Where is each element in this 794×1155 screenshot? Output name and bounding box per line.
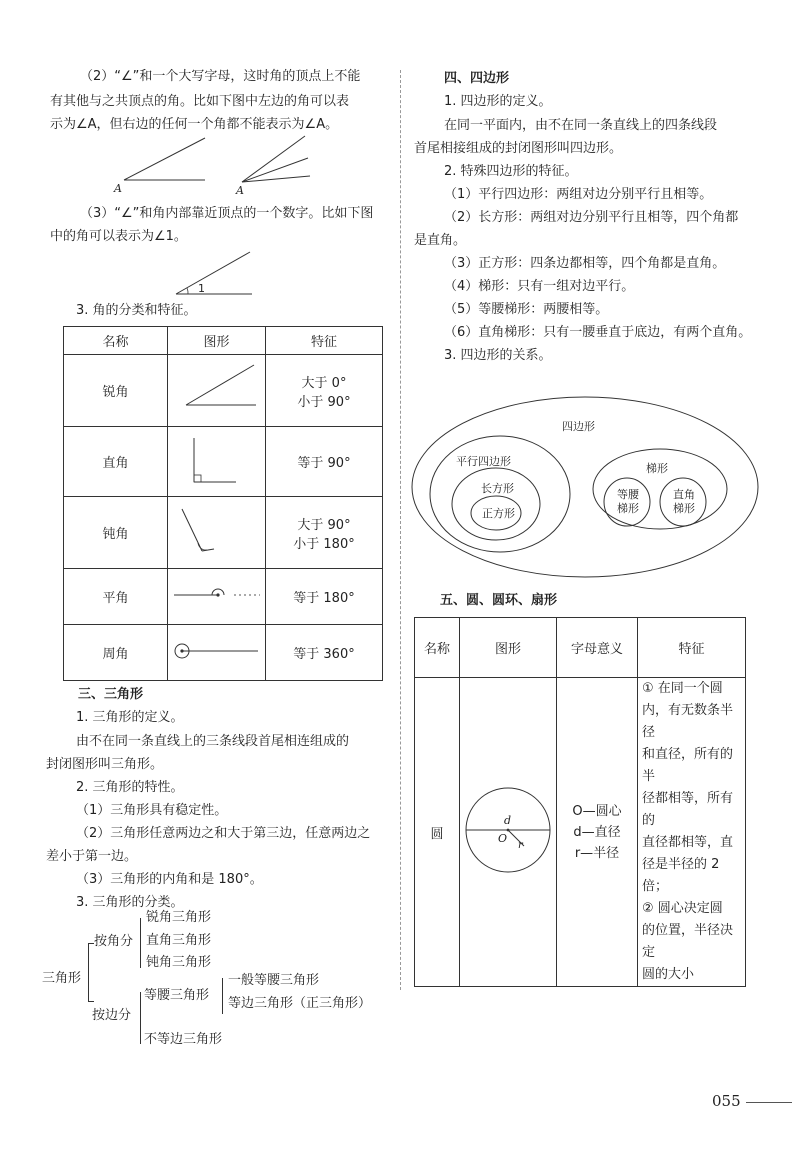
quad-def-line2: 首尾相接组成的封闭图形叫四边形。 [414,141,623,156]
angle-1-figure [168,248,258,298]
venn-label-right-trapezoid-2: 梯形 [673,502,695,515]
triangle-prop-3: （3）三角形的内角和是 180°。 [76,872,263,887]
angle-label-a-right: A [236,184,244,197]
circle-table-header-figure: 图形 [460,618,557,678]
venn-label-isosceles-trapezoid-1: 等腰 [617,488,639,501]
angle-table-feature-right: 等于 90° [266,427,383,497]
special-quad-3: （3）正方形：四条边都相等，四个角都是直角。 [444,256,726,271]
page-number-rule [746,1102,792,1103]
special-quad-2-line2: 是直角。 [414,233,467,248]
angle-table-feature-obtuse: 大于 90° 小于 180° [266,497,383,569]
angle-table-header-name: 名称 [64,327,168,355]
venn-label-quadrilateral: 四边形 [562,420,595,433]
angle-table-feature-full: 等于 360° [266,625,383,681]
circle-table-name: 圆 [415,678,460,987]
angle-table-name-right: 直角 [64,427,168,497]
tree-by-side: 按边分 [92,1008,132,1023]
triangle-prop-1: （1）三角形具有稳定性。 [76,803,228,818]
angle-label-a-left: A [114,182,122,195]
circle-table-header-letters: 字母意义 [557,618,638,678]
circle-table-header-name: 名称 [415,618,460,678]
angle-table-feature-straight: 等于 180° [266,569,383,625]
venn-label-parallelogram: 平行四边形 [456,455,511,468]
circle-figure-label-d: d [504,814,512,827]
right-angle-figure [168,427,266,497]
tree-isosceles-general: 一般等腰三角形 [228,973,320,988]
circle-figure [460,678,557,987]
tree-root: 三角形 [42,971,82,986]
angle-table-header-feature: 特征 [266,327,383,355]
para-angle-notation-2-line3: 示为∠A，但右边的任何一个角都不能表示为∠A。 [50,117,339,132]
tree-angle-obtuse: 钝角三角形 [146,955,212,970]
angle-a-figure [110,130,410,200]
circle-section-heading: 五、圆、圆环、扇形 [440,593,558,608]
special-quad-5: （5）等腰梯形：两腰相等。 [444,302,609,317]
straight-angle-figure [168,569,266,625]
special-quad-6: （6）直角梯形：只有一腰垂直于底边，有两个直角。 [444,325,752,340]
tree-angle-right: 直角三角形 [146,933,212,948]
full-angle-figure [168,625,266,681]
quad-def-line1: 在同一平面内，由不在同一条直线上的四条线段 [444,118,718,133]
venn-label-square: 正方形 [482,507,515,520]
circle-letter-meanings: O—圆心 d—直径 r—半径 [557,678,638,987]
para-angle-notation-2-line2: 有其他与之共顶点的角。比如下图中左边的角可以表 [50,94,350,109]
quad-def-heading: 1. 四边形的定义。 [444,94,552,109]
circle-table [414,617,746,987]
circle-figure-label-o: O [498,832,508,845]
tree-angle-acute: 锐角三角形 [146,910,212,925]
triangle-def-line1: 由不在同一条直线上的三条线段首尾相连组成的 [76,734,350,749]
para-angle-notation-3-line1: （3）“∠”和角内部靠近顶点的一个数字。比如下图 [80,206,374,221]
circle-table-header-feature: 特征 [638,618,746,678]
triangle-section-heading: 三、三角形 [78,687,144,702]
venn-label-rectangle: 长方形 [481,482,514,495]
quad-relation-heading: 3. 四边形的关系。 [444,348,552,363]
special-quad-2-line1: （2）长方形：两组对边分别平行且相等，四个角都 [444,210,739,225]
circle-figure-label-r: r [518,840,523,851]
tree-isosceles-equilateral: 等边三角形（正三角形） [228,996,372,1011]
angle-label-1: 1 [198,282,205,295]
tree-scalene: 不等边三角形 [144,1032,223,1047]
angle-table [63,326,383,681]
triangle-prop-2-line1: （2）三角形任意两边之和大于第三边，任意两边之 [76,826,371,841]
special-quad-4: （4）梯形：只有一组对边平行。 [444,279,635,294]
angle-table-name-full: 周角 [64,625,168,681]
triangle-def-heading: 1. 三角形的定义。 [76,710,184,725]
triangle-class-heading: 3. 三角形的分类。 [76,895,184,910]
angle-table-feature-acute: 大于 0° 小于 90° [266,355,383,427]
venn-label-trapezoid: 梯形 [646,462,668,475]
obtuse-angle-figure [168,497,266,569]
angle-table-name-straight: 平角 [64,569,168,625]
angle-table-name-acute: 锐角 [64,355,168,427]
para-angle-notation-3-line2: 中的角可以表示为∠1。 [50,229,187,244]
special-quad-1: （1）平行四边形：两组对边分别平行且相等。 [444,187,713,202]
tree-isosceles: 等腰三角形 [144,988,210,1003]
angle-table-name-obtuse: 钝角 [64,497,168,569]
angle-table-header-figure: 图形 [168,327,266,355]
circle-features: ① 在同一个圆 内，有无数条半径 和直径，所有的半 径都相等，所有的 直径都相等，直 径是半径的 2 倍； ② 圆心决定圆 的位置，半径决定 圆的大小 [638,678,746,987]
angle-class-heading: 3. 角的分类和特征。 [76,303,197,318]
quad-section-heading: 四、四边形 [444,71,510,86]
acute-angle-figure [168,355,266,427]
triangle-def-line2: 封闭图形叫三角形。 [46,757,164,772]
special-quad-heading: 2. 特殊四边形的特征。 [444,164,578,179]
venn-label-right-trapezoid-1: 直角 [673,488,695,501]
tree-by-angle: 按角分 [94,934,134,949]
para-angle-notation-2-line1: （2）“∠”和一个大写字母，这时角的顶点上不能 [80,69,361,84]
page-number: 055 [712,1092,741,1110]
triangle-prop-heading: 2. 三角形的特性。 [76,780,184,795]
triangle-prop-2-line2: 差小于第一边。 [46,849,138,864]
venn-label-isosceles-trapezoid-2: 梯形 [617,502,639,515]
column-divider [400,70,401,990]
